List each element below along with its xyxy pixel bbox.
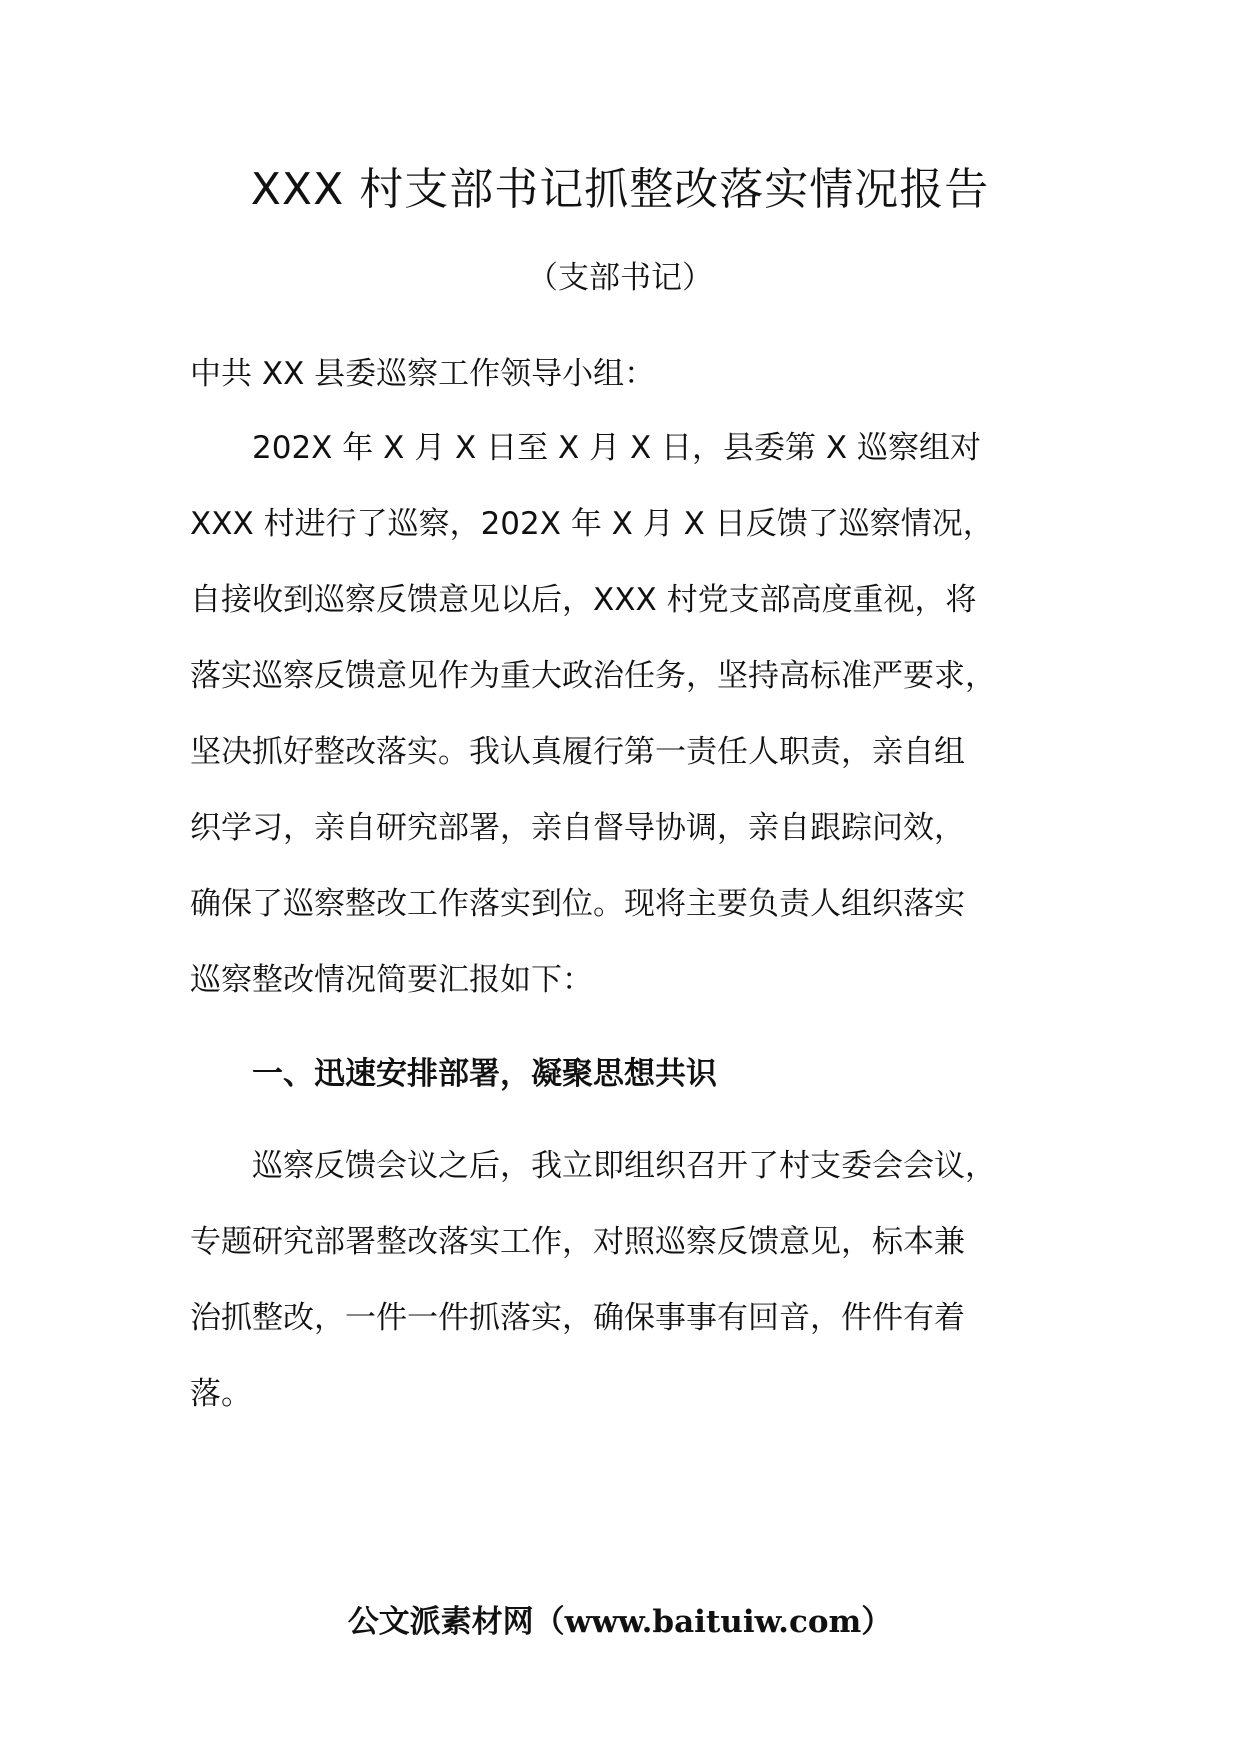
paragraph1-line: 确保了巡察整改工作落实到位。现将主要负责人组织落实 xyxy=(190,886,965,922)
paragraph1-line: 202X 年 X 月 X 日至 X 月 X 日，县委第 X 巡察组对 xyxy=(252,430,981,466)
paragraph1-line: XXX 村进行了巡察，202X 年 X 月 X 日反馈了巡察情况， xyxy=(190,506,994,542)
footer-source: 公文派素材网（www.baituiw.com） xyxy=(347,1604,893,1640)
paragraph2-line: 巡察反馈会议之后，我立即组织召开了村支委会会议， xyxy=(252,1148,996,1184)
paragraph1-line: 落实巡察反馈意见作为重大政治任务，坚持高标准严要求， xyxy=(190,658,996,694)
paragraph2-line: 治抓整改，一件一件抓落实，确保事事有回音，件件有着 xyxy=(190,1300,965,1336)
paragraph2-line: 落。 xyxy=(190,1376,252,1412)
salutation: 中共 XX 县委巡察工作领导小组： xyxy=(190,356,656,392)
paragraph1-line: 坚决抓好整改落实。我认真履行第一责任人职责，亲自组 xyxy=(190,734,965,770)
document-subtitle: （支部书记） xyxy=(527,260,713,296)
section-heading: 一、迅速安排部署，凝聚思想共识 xyxy=(252,1056,717,1092)
paragraph1-line: 自接收到巡察反馈意见以后，XXX 村党支部高度重视，将 xyxy=(190,582,977,618)
document-title: XXX 村支部书记抓整改落实情况报告 xyxy=(250,164,990,215)
paragraph1-line: 织学习，亲自研究部署，亲自督导协调，亲自跟踪问效， xyxy=(190,810,965,846)
paragraph2-line: 专题研究部署整改落实工作，对照巡察反馈意见，标本兼 xyxy=(190,1224,965,1260)
paragraph1-line: 巡察整改情况简要汇报如下： xyxy=(190,962,593,998)
